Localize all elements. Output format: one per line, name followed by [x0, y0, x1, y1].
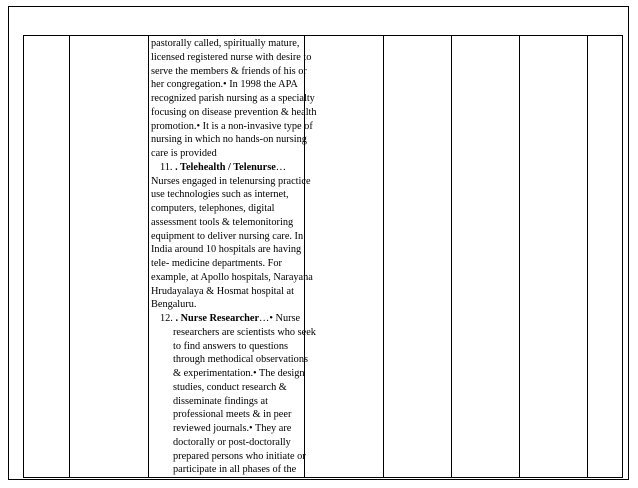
text-line: her congregation.• In 1998 the APA	[151, 79, 298, 91]
text-line: equipment to deliver nursing care. In	[151, 230, 304, 242]
text-line: Nurses engaged in telenursing practice	[151, 175, 311, 187]
text-line: assessment tools & telemonitoring	[151, 216, 294, 228]
text-line: through methodical observations	[173, 354, 308, 366]
text-line: disseminate findings at	[173, 395, 268, 407]
text-line: prepared persons who initiate or	[173, 450, 306, 462]
text-line: reviewed journals.• They are	[173, 423, 292, 434]
text-line: serve the members & friends of his or	[151, 65, 307, 77]
section-number: 12.	[160, 313, 173, 324]
text-line: researchers are scientists who seek	[173, 326, 316, 338]
text-line: India around 10 hospitals are having	[151, 244, 302, 256]
text-line: Bengaluru.	[151, 299, 197, 311]
text-line: nursing in which no hands-on nursing	[151, 134, 307, 146]
text-line: promotion.• It is a non-invasive type of	[151, 120, 313, 132]
text-line: care is provided	[151, 148, 217, 159]
text-line: focusing on disease prevention & health	[151, 106, 317, 118]
text-line: tele- medicine departments. For	[151, 258, 282, 269]
section-title: . Telehealth / Telenurse	[175, 161, 276, 173]
text-line: & experimentation.• The design	[173, 368, 305, 379]
section-12-heading	[151, 312, 302, 326]
document-table	[23, 35, 623, 478]
text-line: doctorally or post-doctorally	[173, 436, 291, 448]
table-cell-content	[149, 36, 317, 478]
text-line: use technologies such as internet,	[151, 189, 289, 201]
text-line: participate in all phases of the	[173, 464, 297, 476]
section-11-heading	[151, 161, 302, 175]
section-number: 11.	[160, 161, 173, 173]
table-cell-col1	[24, 36, 70, 478]
text-line: Hrudayalaya & Hosmat hospital at	[151, 285, 294, 297]
text-line: to find answers to questions	[173, 340, 288, 352]
text-line: pastorally called, spiritually mature,	[151, 38, 300, 49]
text-line: professional meets & in peer	[173, 409, 292, 421]
section-lead-text: …• Nurse	[259, 313, 301, 324]
table-cell-col4	[305, 36, 384, 478]
text-line: licensed registered nurse with desire to	[151, 51, 312, 63]
text-line: recognized parish nursing as a specialty	[151, 93, 315, 104]
table-row	[24, 36, 623, 478]
table-cell-col2	[70, 36, 149, 478]
table-cell-col6	[452, 36, 520, 478]
table-cell-col5	[384, 36, 452, 478]
text-line: computers, telephones, digital	[151, 203, 275, 214]
table-cell-col8	[588, 36, 623, 478]
ellipsis: …	[275, 161, 287, 173]
text-line: studies, conduct research &	[173, 381, 287, 393]
text-line: example, at Apollo hospitals, Narayana	[151, 271, 313, 283]
section-title: . Nurse Researcher	[175, 313, 260, 324]
cell-text	[149, 36, 317, 477]
table-cell-col7	[520, 36, 588, 478]
